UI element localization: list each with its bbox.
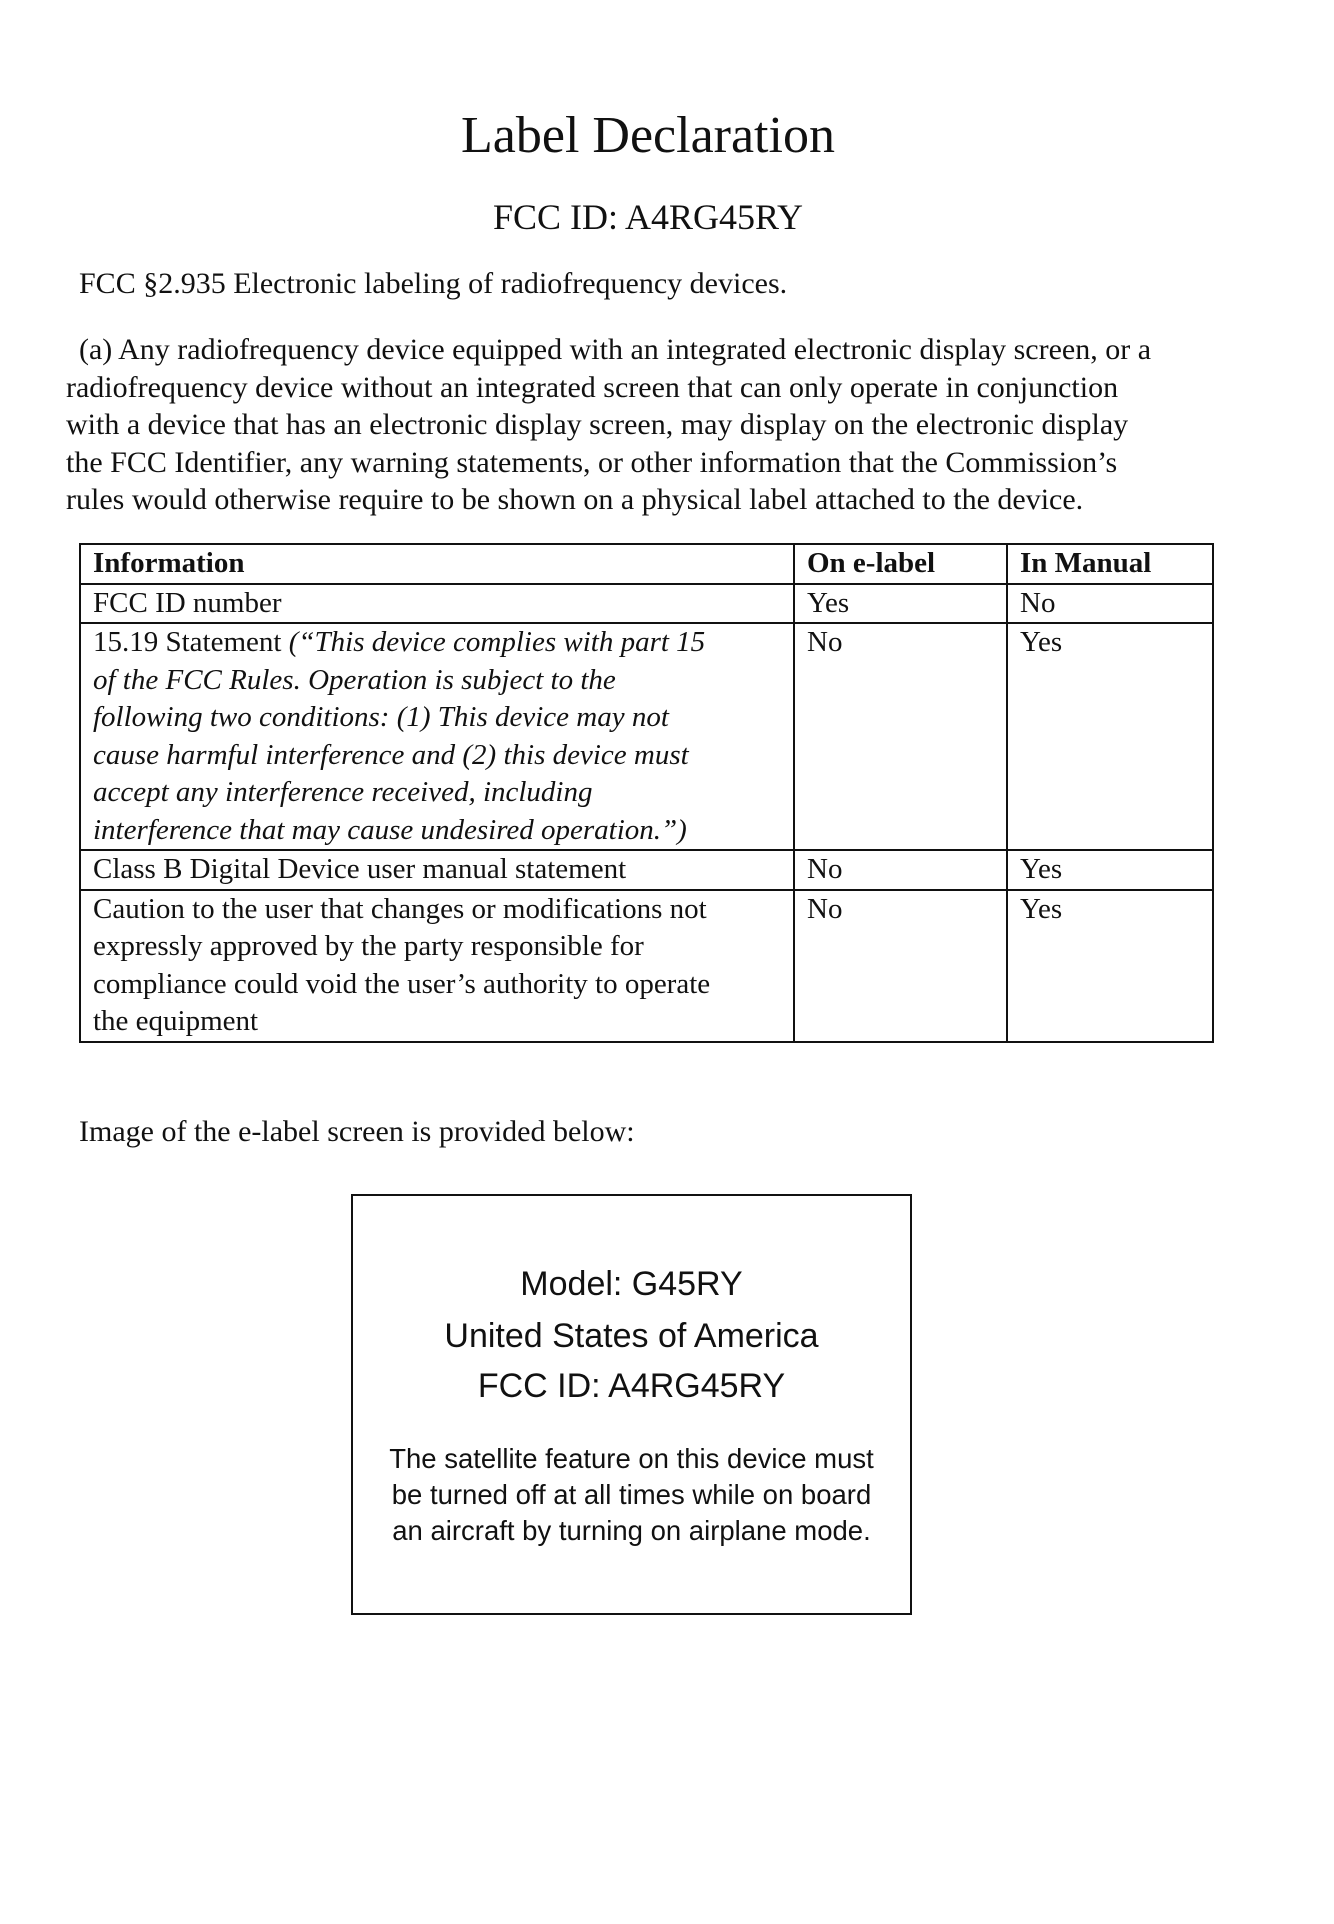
manual-cell: Yes <box>1007 890 1213 1042</box>
table-row <box>80 890 1213 1042</box>
e-label-cell: No <box>794 623 1007 850</box>
header-in-manual: In Manual <box>1007 544 1213 584</box>
paragraph-line: (a) Any radiofrequency device equipped with an integrated electronic display screen, or a <box>79 333 1152 366</box>
e-label-model: Model: G45RY <box>520 1265 743 1303</box>
warning-line: be turned off at all times while on board <box>391 1479 872 1510</box>
e-label-cell: No <box>794 850 1007 890</box>
section-heading: FCC §2.935 Electronic labeling of radiofrequency devices. <box>79 267 788 300</box>
regulation-paragraph <box>66 331 1226 519</box>
header-on-e-label: On e-label <box>794 544 1007 584</box>
info-cell <box>80 890 794 1042</box>
manual-cell: Yes <box>1007 850 1213 890</box>
e-label-cell: Yes <box>794 584 1007 624</box>
statement-quote: cause harmful interference and (2) this device must <box>93 738 689 771</box>
paragraph-line: with a device that has an electronic display screen, may display on the electronic display <box>66 408 1129 441</box>
fcc-id-subtitle: FCC ID: A4RG45RY <box>492 197 804 237</box>
page-title: Label Declaration <box>461 107 835 164</box>
manual-cell: Yes <box>1007 623 1213 850</box>
info-line: the equipment <box>93 1005 259 1037</box>
e-label-cell: No <box>794 890 1007 1042</box>
paragraph-line: the FCC Identifier, any warning statements, or other information that the Commission’s <box>66 445 1118 479</box>
statement-quote: of the FCC Rules. Operation is subject to the <box>93 663 616 696</box>
e-label-warning <box>353 1441 910 1549</box>
table-row <box>80 623 1213 850</box>
table-row <box>80 850 1213 890</box>
info-cell <box>80 584 794 624</box>
info-cell <box>80 850 794 890</box>
warning-line: The satellite feature on this device must <box>389 1443 874 1474</box>
paragraph-line: radiofrequency device without an integrated screen that can only operate in conjunction <box>66 370 1119 404</box>
table-row <box>80 584 1213 624</box>
warning-line: an aircraft by turning on airplane mode. <box>392 1515 871 1546</box>
header-information: Information <box>80 544 794 584</box>
info-cell <box>80 623 794 850</box>
info-line: expressly approved by the party responsible for <box>93 930 644 962</box>
paragraph-line: rules would otherwise require to be shown on a physical label attached to the device. <box>66 483 1084 516</box>
info-line: Caution to the user that changes or modifications not <box>93 892 707 925</box>
manual-cell: No <box>1007 584 1213 624</box>
labeling-table <box>79 543 1214 1043</box>
info-line: compliance could void the user’s authority to operate <box>93 967 711 1000</box>
info-line: Class B Digital Device user manual statement <box>93 853 627 885</box>
statement-quote: following two conditions: (1) This device may not <box>93 701 669 733</box>
statement-label: 15.19 Statement <box>93 626 289 658</box>
image-caption: Image of the e-label screen is provided below: <box>79 1115 635 1148</box>
info-line <box>93 624 781 662</box>
e-label-fcc-id: FCC ID: A4RG45RY <box>477 1367 786 1405</box>
info-line: FCC ID number <box>93 586 282 619</box>
table-header-row <box>80 544 1213 584</box>
statement-quote: interference that may cause undesired operation.”) <box>93 813 687 846</box>
e-label-country: United States of America <box>444 1317 819 1355</box>
statement-quote: accept any interference received, including <box>93 776 593 808</box>
e-label-screen <box>351 1194 912 1615</box>
statement-quote: (“This device complies with part 15 <box>288 626 706 658</box>
